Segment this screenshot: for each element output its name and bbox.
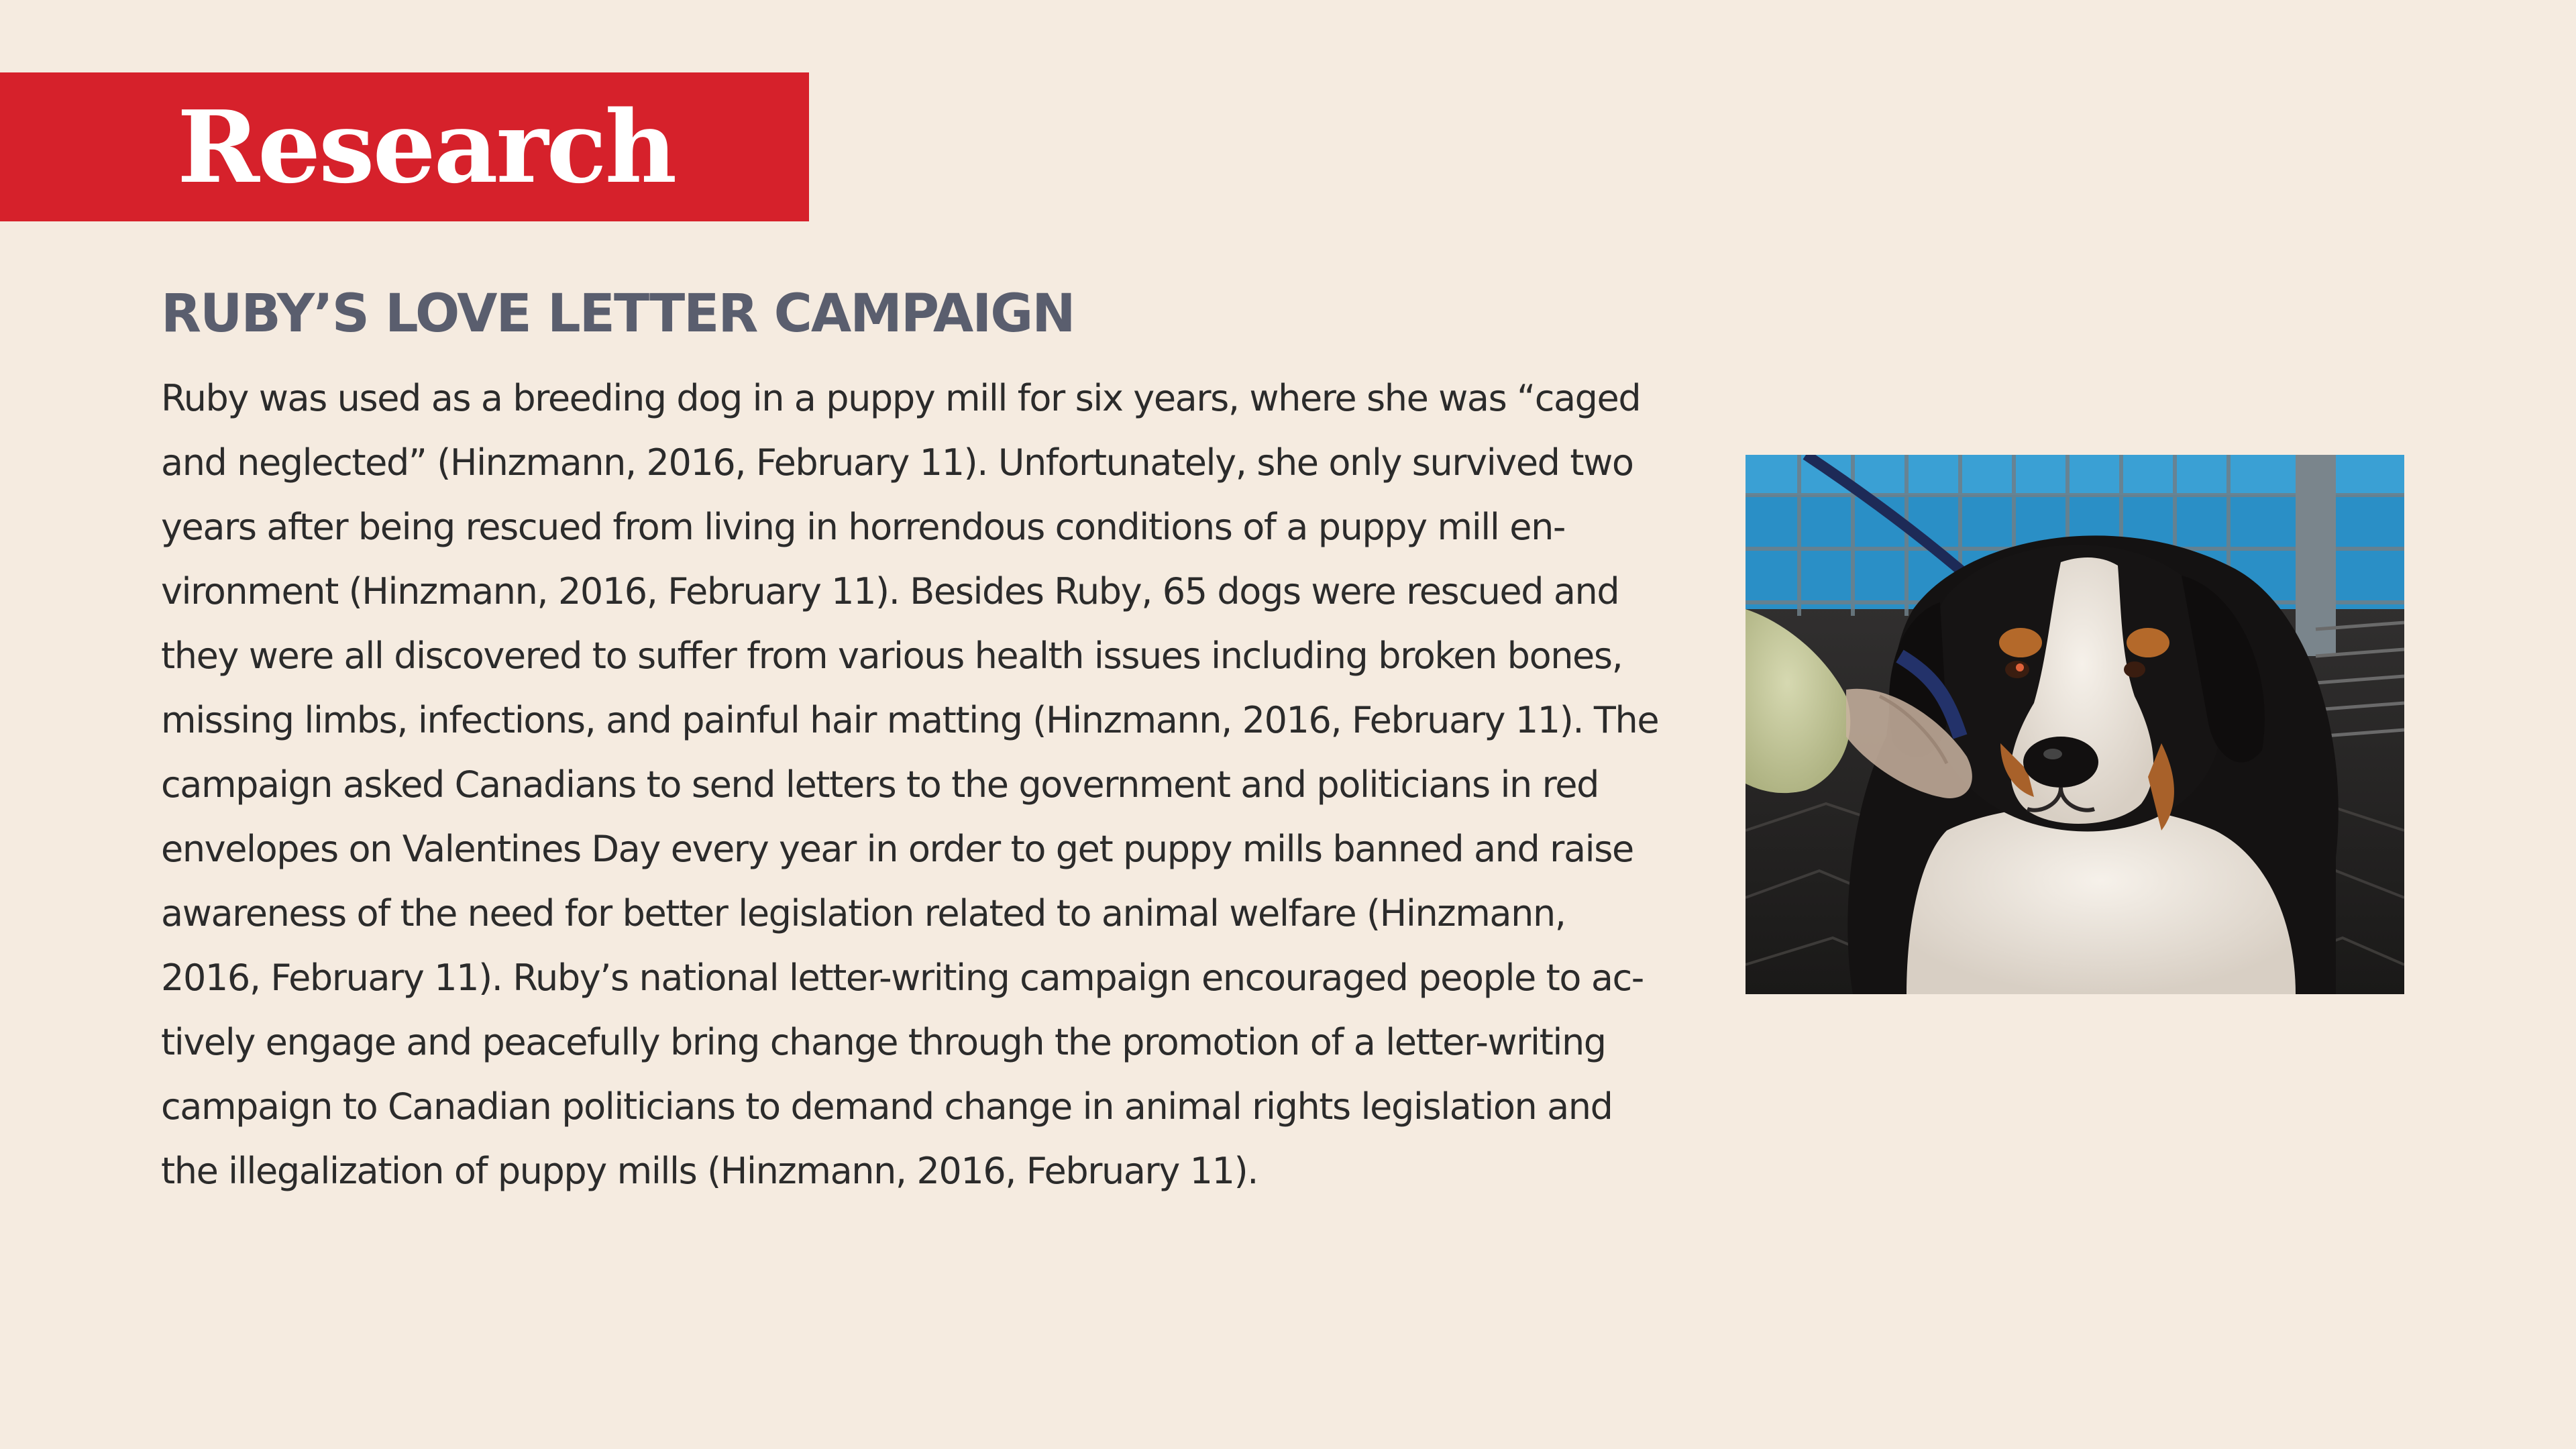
paragraph-line: vironment (Hinzmann, 2016, February 11). Besides Ruby, 65 dogs were rescued and — [161, 570, 1619, 612]
paragraph-line: tively engage and peacefully bring change through the promotion of a letter-writing — [161, 1021, 1606, 1063]
bernese-dog-illustration — [1746, 455, 2404, 994]
page-title: Research — [177, 89, 676, 205]
paragraph-line: campaign asked Canadians to send letters to the government and politicians in red — [161, 763, 1599, 806]
title-banner — [0, 72, 809, 221]
paragraph-line: missing limbs, infections, and painful hair matting (Hinzmann, 2016, February 11). The — [161, 699, 1659, 741]
paragraph-line: awareness of the need for better legislation related to animal welfare (Hinzmann, — [161, 892, 1566, 934]
paragraph-line: the illegalization of puppy mills (Hinzmann, 2016, February 11). — [161, 1150, 1258, 1192]
paragraph-line: years after being rescued from living in horrendous conditions of a puppy mill en- — [161, 506, 1566, 548]
paragraph-line: campaign to Canadian politicians to demand change in animal rights legislation and — [161, 1085, 1613, 1128]
paragraph-line: 2016, February 11). Ruby’s national letter-writing campaign encouraged people to ac- — [161, 957, 1644, 999]
dog-photo — [1746, 455, 2404, 994]
paragraph-line: and neglected” (Hinzmann, 2016, February 11). Unfortunately, she only survived two — [161, 441, 1633, 484]
paragraph-line: Ruby was used as a breeding dog in a puppy mill for six years, where she was “caged — [161, 377, 1641, 419]
section-heading: RUBY’S LOVE LETTER CAMPAIGN — [161, 284, 1075, 344]
paragraph-line: they were all discovered to suffer from various health issues including broken bones, — [161, 635, 1623, 677]
body-paragraph — [161, 366, 1704, 1203]
paragraph-line: envelopes on Valentines Day every year in order to get puppy mills banned and raise — [161, 828, 1633, 870]
